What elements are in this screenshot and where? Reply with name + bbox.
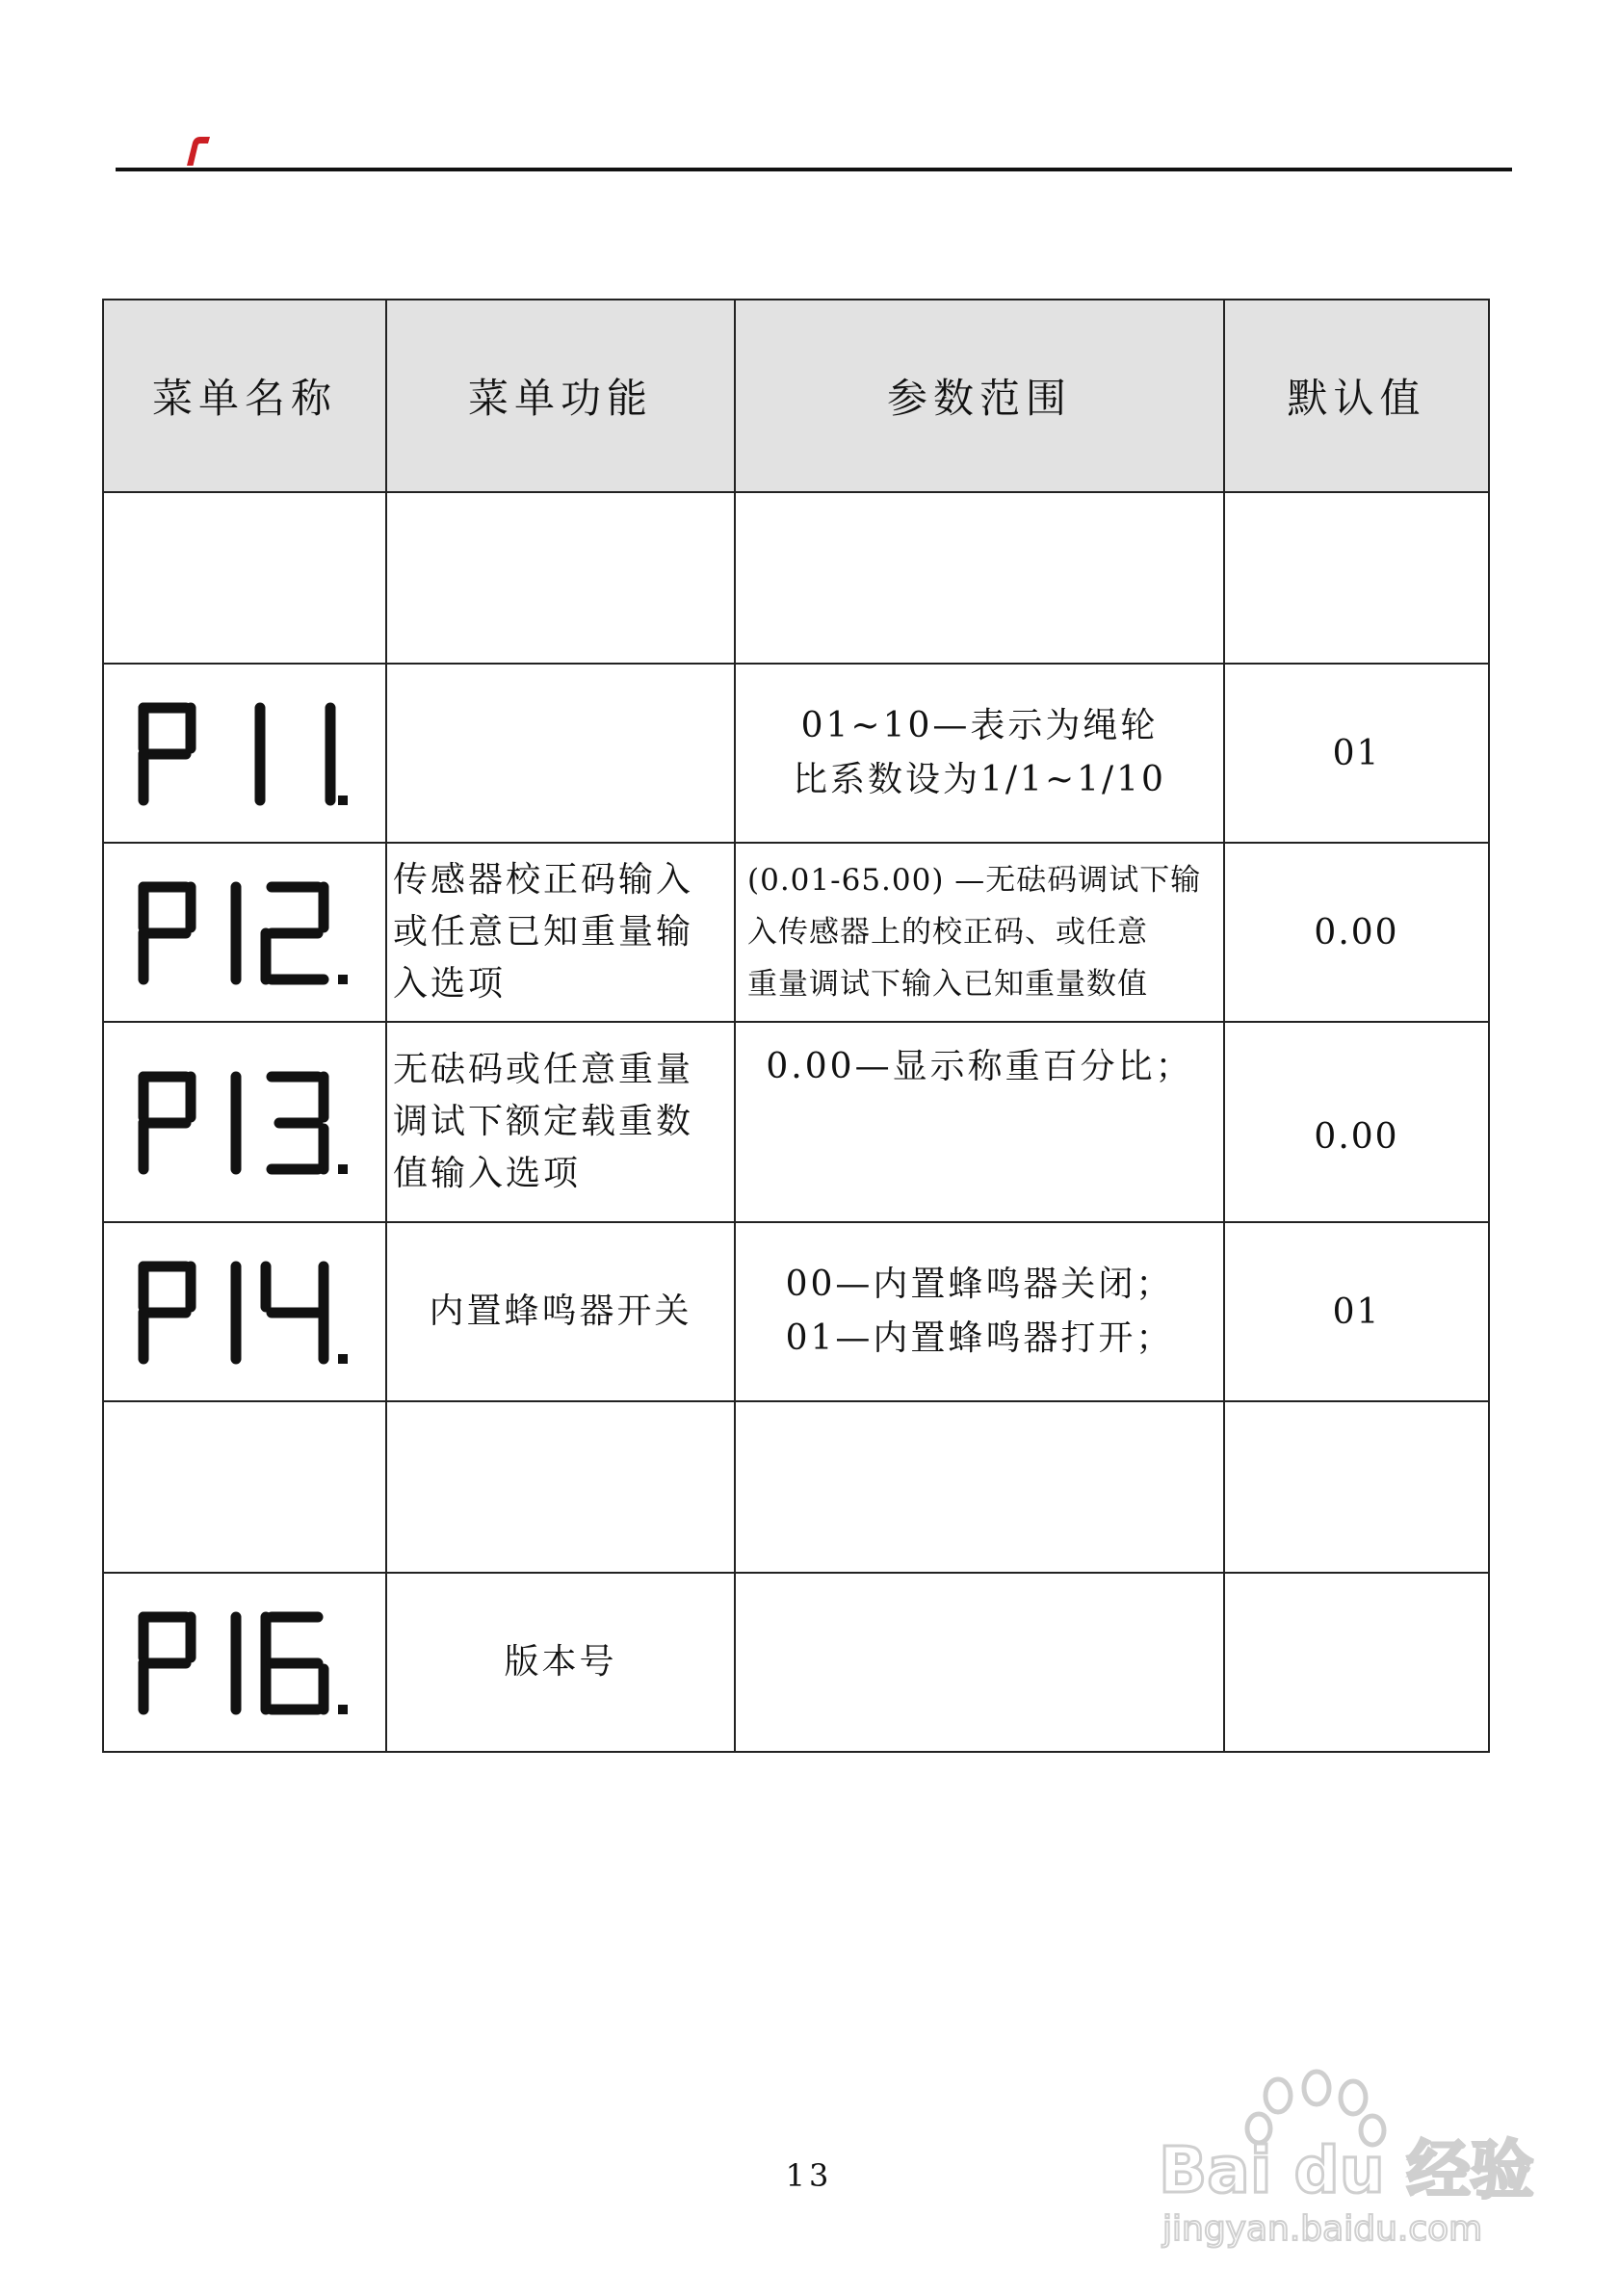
watermark-brand: Bai du 经验 (1159, 2133, 1534, 2207)
menu-name-cell (103, 843, 386, 1022)
menu-name-cell (103, 1573, 386, 1752)
param-range-line: 00—内置蜂鸣器关闭； (785, 1265, 1174, 1304)
default-value-cell: 0.00 (1224, 1022, 1489, 1222)
table-header-row (103, 300, 1489, 492)
menu-function-cell (386, 1401, 735, 1573)
default-value-cell (1224, 1573, 1489, 1752)
menu-function-line: 调试下额定载重数 (393, 1102, 694, 1141)
menu-function-cell (386, 1222, 735, 1401)
menu-code-p11 (135, 698, 366, 812)
menu-function-line: 无砝码或任意重量 (393, 1050, 694, 1089)
param-range-line: 01~10—表示为绳轮 (800, 706, 1159, 745)
menu-function-cell (386, 843, 735, 1022)
watermark-url: jingyan.baidu.com (1162, 2209, 1483, 2249)
param-range-cell (735, 1573, 1224, 1752)
param-range-line: 0.00—显示称重百分比； (766, 1047, 1193, 1086)
param-range-line: (0.01-65.00) —无砝码调试下输 (747, 863, 1202, 898)
red-slash-logo-icon (183, 137, 210, 166)
column-header-default-value: 默认值 (1224, 300, 1489, 492)
menu-function-cell (386, 664, 735, 843)
column-header-menu-function: 菜单功能 (386, 300, 735, 492)
table-row (103, 492, 1489, 664)
column-header-menu-name: 菜单名称 (103, 300, 386, 492)
menu-name-cell (103, 492, 386, 664)
default-value-cell: 0.00 (1224, 843, 1489, 1022)
default-value-cell (1224, 1401, 1489, 1573)
header-rule (116, 168, 1512, 171)
menu-name-cell (103, 664, 386, 843)
menu-function-cell (386, 1573, 735, 1752)
default-value-cell (1224, 492, 1489, 664)
param-range-cell (735, 664, 1224, 843)
page-number: 13 (785, 2157, 833, 2194)
parameter-table (102, 299, 1490, 1753)
menu-name-cell (103, 1222, 386, 1401)
menu-function-line: 或任意已知重量输 (393, 912, 694, 952)
column-header-param-range: 参数范围 (735, 300, 1224, 492)
menu-function-line: 版本号 (504, 1642, 617, 1682)
param-range-cell (735, 1401, 1224, 1573)
menu-code-p16 (135, 1607, 366, 1721)
table-row (103, 1573, 1489, 1752)
menu-function-line: 入选项 (393, 964, 507, 1004)
param-range-cell (735, 492, 1224, 664)
table-row (103, 1022, 1489, 1222)
menu-function-line: 内置蜂鸣器开关 (429, 1292, 692, 1331)
menu-name-cell (103, 1401, 386, 1573)
param-range-line: 01—内置蜂鸣器打开； (785, 1318, 1174, 1358)
baidu-jingyan-watermark (1151, 2069, 1536, 2252)
param-range-cell (735, 1222, 1224, 1401)
param-range-line: 入传感器上的校正码、或任意 (747, 915, 1148, 950)
menu-code-p12 (135, 877, 366, 991)
param-range-line: 重量调试下输入已知重量数值 (747, 967, 1148, 1002)
menu-function-line: 传感器校正码输入 (393, 860, 694, 900)
table-row (103, 843, 1489, 1022)
param-range-cell (735, 1022, 1224, 1222)
table-row (103, 664, 1489, 843)
menu-function-line: 值输入选项 (393, 1154, 582, 1193)
menu-name-cell (103, 1022, 386, 1222)
param-range-line: 比系数设为1/1~1/10 (793, 760, 1166, 799)
menu-code-p13 (135, 1067, 366, 1181)
table-row (103, 1222, 1489, 1401)
menu-function-cell (386, 1022, 735, 1222)
table-row (103, 1401, 1489, 1573)
default-value-cell: 01 (1224, 1222, 1489, 1401)
param-range-cell (735, 843, 1224, 1022)
default-value-cell: 01 (1224, 664, 1489, 843)
menu-code-p14 (135, 1257, 366, 1370)
menu-function-cell (386, 492, 735, 664)
